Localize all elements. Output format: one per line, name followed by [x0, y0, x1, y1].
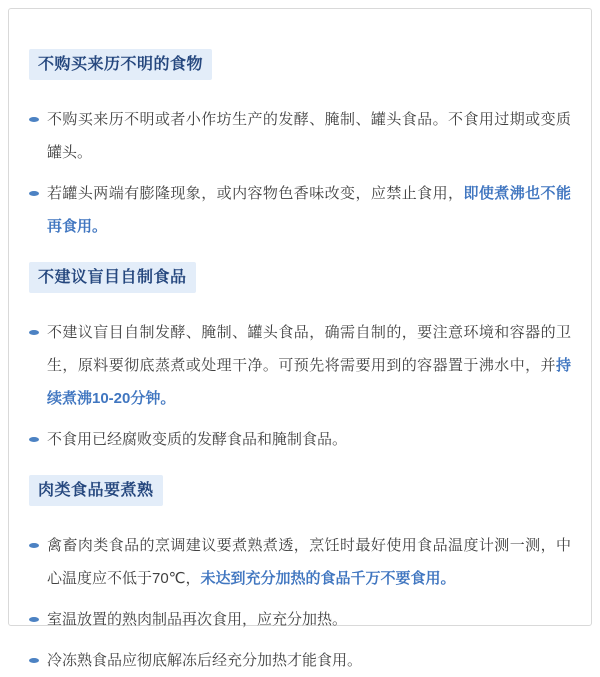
plain-text: 不食用已经腐败变质的发酵食品和腌制食品。	[47, 431, 348, 448]
section-0	[29, 49, 571, 243]
bullet-item	[29, 423, 571, 456]
bullet-item	[29, 529, 571, 595]
section-header-badge: 肉类食品要煮熟	[29, 475, 163, 506]
section-header-badge: 不建议盲目自制食品	[29, 262, 196, 293]
bullet-list	[29, 103, 571, 243]
bullet-text	[47, 177, 571, 243]
bullet-text	[47, 103, 571, 169]
plain-text: 若罐头两端有膨隆现象，或内容物色香味改变，应禁止食用，	[47, 185, 464, 202]
bullet-item	[29, 103, 571, 169]
bullet-text	[47, 529, 571, 595]
bullet-dot-icon	[29, 437, 39, 442]
bullet-item	[29, 177, 571, 243]
bullet-text	[47, 603, 571, 636]
section-header-badge: 不购买来历不明的食物	[29, 49, 212, 80]
highlighted-text: 即使煮沸也不能再食用。	[47, 185, 571, 235]
plain-text: 禽畜肉类食品的烹调建议要煮熟煮透，烹饪时最好使用食品温度计测一测，中心温度应不低于70℃，	[47, 537, 571, 587]
bullet-item	[29, 603, 571, 636]
bullet-text	[47, 316, 571, 415]
bullet-list	[29, 316, 571, 456]
bullet-dot-icon	[29, 330, 39, 335]
bullet-item	[29, 316, 571, 415]
section-2	[29, 475, 571, 677]
bullet-text	[47, 644, 571, 677]
plain-text: 冷冻熟食品应彻底解冻后经充分加热才能食用。	[47, 652, 363, 669]
highlighted-text: 未达到充分加热的食品千万不要食用。	[200, 570, 456, 587]
bullet-list	[29, 529, 571, 677]
bullet-text	[47, 423, 571, 456]
bullet-dot-icon	[29, 617, 39, 622]
article-page	[8, 8, 592, 669]
plain-text: 不建议盲目自制发酵、腌制、罐头食品，确需自制的，要注意环境和容器的卫生，原料要彻底蒸煮或处理干净。可预先将需要用到的容器置于沸水中，并	[47, 324, 571, 374]
bullet-item	[29, 644, 571, 677]
plain-text: 室温放置的熟肉制品再次食用，应充分加热。	[47, 611, 348, 628]
bullet-dot-icon	[29, 191, 39, 196]
bullet-dot-icon	[29, 117, 39, 122]
plain-text: 不购买来历不明或者小作坊生产的发酵、腌制、罐头食品。不食用过期或变质罐头。	[47, 111, 571, 161]
article-content	[9, 9, 591, 677]
bullet-dot-icon	[29, 543, 39, 548]
bullet-dot-icon	[29, 658, 39, 663]
highlighted-text: 持续煮沸10-20分钟。	[47, 357, 571, 407]
section-1	[29, 262, 571, 456]
